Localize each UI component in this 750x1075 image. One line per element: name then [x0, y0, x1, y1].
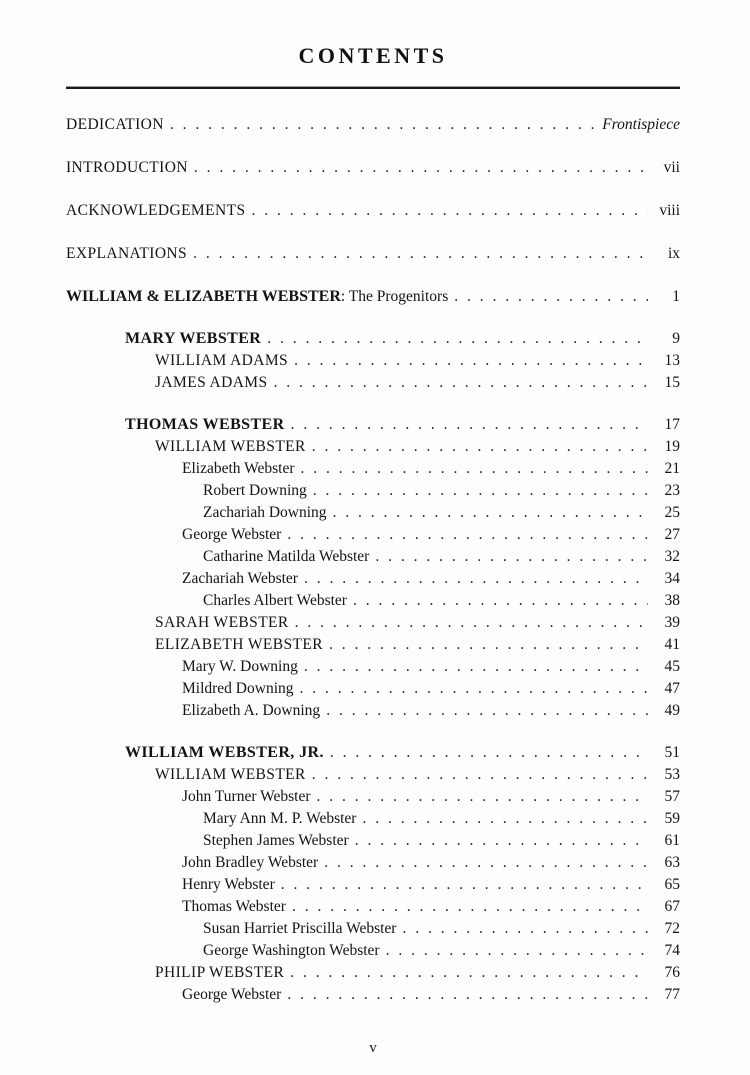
toc-entry-page: 51	[664, 744, 680, 761]
dot-leader	[380, 940, 648, 962]
toc-entry	[66, 764, 680, 786]
dot-leader	[347, 590, 648, 612]
toc-entry-label: JAMES ADAMS	[155, 374, 268, 391]
dot-leader	[295, 458, 648, 480]
dot-leader	[349, 830, 648, 852]
dot-leader	[164, 114, 600, 136]
toc-entry-label: WILLIAM WEBSTER, JR.	[125, 744, 324, 761]
toc-entry-page: 72	[664, 920, 680, 937]
toc-entry	[66, 874, 680, 896]
toc-entry	[66, 524, 680, 546]
toc-entry-page: Frontispiece	[602, 116, 680, 133]
toc-entry-label: WILLIAM WEBSTER	[155, 766, 306, 783]
toc-entry-page: 45	[664, 658, 680, 675]
toc-entry-label: Thomas Webster	[182, 898, 286, 915]
toc-entry-page: viii	[659, 202, 680, 219]
toc-entry	[66, 458, 680, 480]
toc-entry-page: 13	[664, 352, 680, 369]
toc-entry	[66, 114, 680, 136]
dot-leader	[285, 414, 648, 436]
toc-entry	[66, 896, 680, 918]
toc-entry-label: Mary Ann M. P. Webster	[203, 810, 357, 827]
toc-entry	[66, 200, 680, 222]
dot-leader	[298, 568, 648, 590]
dot-leader	[306, 764, 648, 786]
dot-leader	[268, 372, 649, 394]
toc-entry	[66, 546, 680, 568]
dot-leader	[261, 328, 648, 350]
toc-entry-label: EXPLANATIONS	[66, 245, 188, 262]
toc-entry-page: 27	[664, 526, 680, 543]
toc-entry	[66, 350, 680, 372]
toc-entry-label: Zachariah Webster	[182, 570, 298, 587]
dot-leader	[327, 502, 648, 524]
toc-entry-label: Catharine Matilda Webster	[203, 548, 370, 565]
toc-entry	[66, 414, 680, 436]
toc-entry-page: 21	[664, 460, 680, 477]
toc-entry	[66, 830, 680, 852]
toc-entry-page: 67	[664, 898, 680, 915]
dot-leader	[323, 634, 648, 656]
toc-entry-label: WILLIAM ADAMS	[155, 352, 289, 369]
toc-entry-label: Susan Harriet Priscilla Webster	[203, 920, 397, 937]
toc-entry-label: Mildred Downing	[182, 680, 294, 697]
toc-entry-page: 38	[664, 592, 680, 609]
toc-entry	[66, 480, 680, 502]
dot-leader	[187, 243, 648, 265]
toc-entry	[66, 634, 680, 656]
toc-entry	[66, 808, 680, 830]
toc-entry-page: 74	[664, 942, 680, 959]
toc-entry-page: 76	[664, 964, 680, 981]
dot-leader	[318, 852, 648, 874]
toc-entry-label: ELIZABETH WEBSTER	[155, 636, 323, 653]
toc-entry-label: THOMAS WEBSTER	[125, 416, 285, 433]
toc-entry-page: 34	[664, 570, 680, 587]
toc-entry-label-bold: WILLIAM & ELIZABETH WEBSTER	[66, 288, 341, 305]
toc-entry	[66, 328, 680, 350]
dot-leader	[311, 786, 649, 808]
toc-entry	[66, 962, 680, 984]
toc-entry-label: WILLIAM WEBSTER	[155, 438, 306, 455]
dot-leader	[284, 962, 648, 984]
dot-leader	[245, 200, 648, 222]
toc-entry-label: George Webster	[182, 526, 282, 543]
toc-entry	[66, 612, 680, 634]
dot-leader	[448, 286, 648, 308]
toc-entry	[66, 372, 680, 394]
toc-entry-page: 15	[664, 374, 680, 391]
toc-entry-label: SARAH WEBSTER	[155, 614, 289, 631]
toc-entry-page: 41	[664, 636, 680, 653]
toc-entry	[66, 656, 680, 678]
toc-entry-page: 63	[664, 854, 680, 871]
toc-entry	[66, 852, 680, 874]
toc-entry-label: George Webster	[182, 986, 282, 1003]
toc-entry	[66, 568, 680, 590]
toc-list	[66, 89, 680, 1006]
toc-entry	[66, 786, 680, 808]
dot-leader	[288, 350, 648, 372]
toc-entry-page: 61	[664, 832, 680, 849]
toc-entry	[66, 243, 680, 265]
dot-leader	[188, 157, 648, 179]
dot-leader	[369, 546, 648, 568]
toc-entry	[66, 590, 680, 612]
toc-entry-label: MARY WEBSTER	[125, 330, 262, 347]
toc-entry	[66, 984, 680, 1006]
toc-entry	[66, 436, 680, 458]
toc-entry-page: vii	[663, 159, 680, 176]
dot-leader	[275, 874, 648, 896]
toc-entry-label: Charles Albert Webster	[203, 592, 347, 609]
toc-entry	[66, 678, 680, 700]
toc-entry-page: 23	[664, 482, 680, 499]
dot-leader	[306, 436, 648, 458]
toc-entry-label: George Washington Webster	[203, 942, 380, 959]
toc-entry	[66, 502, 680, 524]
dot-leader	[286, 896, 648, 918]
toc-entry-page: 32	[664, 548, 680, 565]
dot-leader	[396, 918, 648, 940]
toc-entry-label: INTRODUCTION	[66, 159, 188, 176]
toc-entry-label: PHILIP WEBSTER	[155, 964, 285, 981]
toc-entry-page: 65	[664, 876, 680, 893]
page-number: v	[369, 1040, 377, 1056]
toc-entry-page: 53	[664, 766, 680, 783]
dot-leader	[289, 612, 648, 634]
toc-entry	[66, 700, 680, 722]
toc-entry-page: 9	[672, 330, 680, 347]
toc-entry-page: 49	[664, 702, 680, 719]
toc-entry-label: Elizabeth Webster	[182, 460, 295, 477]
dot-leader	[307, 480, 648, 502]
toc-entry-label: Robert Downing	[203, 482, 307, 499]
toc-entry-label: Stephen James Webster	[203, 832, 349, 849]
dot-leader	[294, 678, 648, 700]
dot-leader	[356, 808, 648, 830]
dot-leader	[324, 742, 648, 764]
dot-leader	[281, 524, 648, 546]
toc-entry-page: 39	[664, 614, 680, 631]
toc-entry-page: 47	[664, 680, 680, 697]
toc-entry	[66, 286, 680, 308]
dot-leader	[281, 984, 648, 1006]
toc-entry-page: 59	[664, 810, 680, 827]
toc-entry-label: ACKNOWLEDGEMENTS	[66, 202, 246, 219]
toc-entry-label-rest: : The Progenitors	[340, 288, 449, 305]
toc-entry-label: Henry Webster	[182, 876, 275, 893]
toc-entry-page: 77	[664, 986, 680, 1003]
toc-entry	[66, 157, 680, 179]
toc-entry	[66, 742, 680, 764]
page-title: CONTENTS	[298, 43, 448, 68]
toc-entry-label: John Turner Webster	[182, 788, 311, 805]
toc-entry-page: 17	[664, 416, 680, 433]
toc-entry-label: Mary W. Downing	[182, 658, 298, 675]
toc-entry-label: Elizabeth A. Downing	[182, 702, 321, 719]
toc-entry-label: Zachariah Downing	[203, 504, 327, 521]
toc-entry-page: 25	[664, 504, 680, 521]
toc-entry-label	[66, 286, 448, 308]
toc-entry-page: 1	[672, 288, 680, 305]
dot-leader	[320, 700, 648, 722]
toc-entry-page: 19	[664, 438, 680, 455]
toc-entry-page: ix	[667, 245, 680, 262]
toc-entry	[66, 940, 680, 962]
toc-entry-page: 57	[664, 788, 680, 805]
dot-leader	[298, 656, 648, 678]
toc-entry-label: John Bradley Webster	[182, 854, 319, 871]
toc-entry-label: DEDICATION	[66, 116, 164, 133]
toc-entry	[66, 918, 680, 940]
